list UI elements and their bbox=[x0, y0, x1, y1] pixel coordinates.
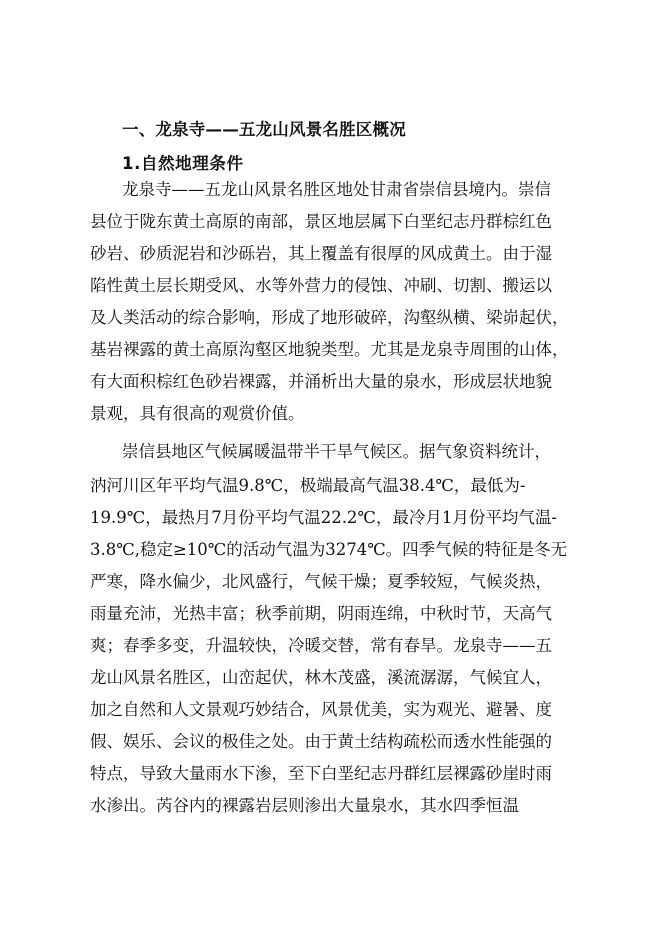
paragraph2-line: 爽；春季多变，升温较快，冷暖交替，常有春旱。龙泉寺——五 bbox=[90, 636, 552, 655]
paragraph2-line: 水渗出。芮谷内的裸露岩层则渗出大量泉水，其水四季恒温 bbox=[90, 796, 519, 815]
paragraph2-line: 假、娱乐、会议的极佳之处。由于黄土结构疏松而透水性能强的 bbox=[90, 732, 552, 751]
paragraph1-line: 景观，具有很高的观赏价值。 bbox=[90, 404, 305, 423]
paragraph2-line: 汭河川区年平均气温9.8℃，极端最高气温38.4℃，最低为- bbox=[90, 476, 526, 495]
paragraph2-line: 崇信县地区气候属暖温带半干旱气候区。据气象资料统计， bbox=[122, 442, 551, 461]
paragraph1-line: 有大面积棕红色砂岩裸露，并涌析出大量的泉水，形成层状地貌 bbox=[90, 372, 552, 391]
paragraph1-line: 县位于陇东黄土高原的南部，景区地层属下白垩纪志丹群棕红色 bbox=[90, 212, 552, 231]
paragraph2-line: 雨量充沛，光热丰富；秋季前期，阴雨连绵，中秋时节，天高气 bbox=[90, 604, 552, 623]
subsection-heading: 1.自然地理条件 bbox=[122, 154, 244, 173]
paragraph2-line: 19.9℃，最热月7月份平均气温22.2℃，最冷月1月份平均气温- bbox=[90, 508, 557, 527]
paragraph1-line: 砂岩、砂质泥岩和沙砾岩，其上覆盖有很厚的风成黄土。由于湿 bbox=[90, 244, 552, 263]
paragraph2-line: 加之自然和人文景观巧妙结合，风景优美，实为观光、避暑、度 bbox=[90, 700, 552, 719]
paragraph2-line: 龙山风景名胜区，山峦起伏，林木茂盛，溪流潺潺，气候宜人， bbox=[90, 668, 552, 687]
section-heading: 一、龙泉寺——五龙山风景名胜区概况 bbox=[122, 120, 406, 139]
paragraph1-line: 基岩裸露的黄土高原沟壑区地貌类型。尤其是龙泉寺周围的山体， bbox=[90, 340, 569, 359]
paragraph1-line: 龙泉寺——五龙山风景名胜区地处甘肃省崇信县境内。崇信 bbox=[122, 180, 551, 199]
paragraph1-line: 陷性黄土层长期受风、水等外营力的侵蚀、冲刷、切割、搬运以 bbox=[90, 276, 552, 295]
paragraph2-line: 3.8℃,稳定≥10℃的活动气温为3274℃。四季气候的特征是冬无 bbox=[90, 540, 568, 559]
paragraph2-line: 特点，导致大量雨水下渗，至下白垩纪志丹群红层裸露砂崖时雨 bbox=[90, 764, 552, 783]
paragraph1-line: 及人类活动的综合影响，形成了地形破碎，沟壑纵横、梁峁起伏， bbox=[90, 308, 569, 327]
paragraph2-line: 严寒，降水偏少，北风盛行，气候干燥；夏季较短，气候炎热， bbox=[90, 572, 552, 591]
